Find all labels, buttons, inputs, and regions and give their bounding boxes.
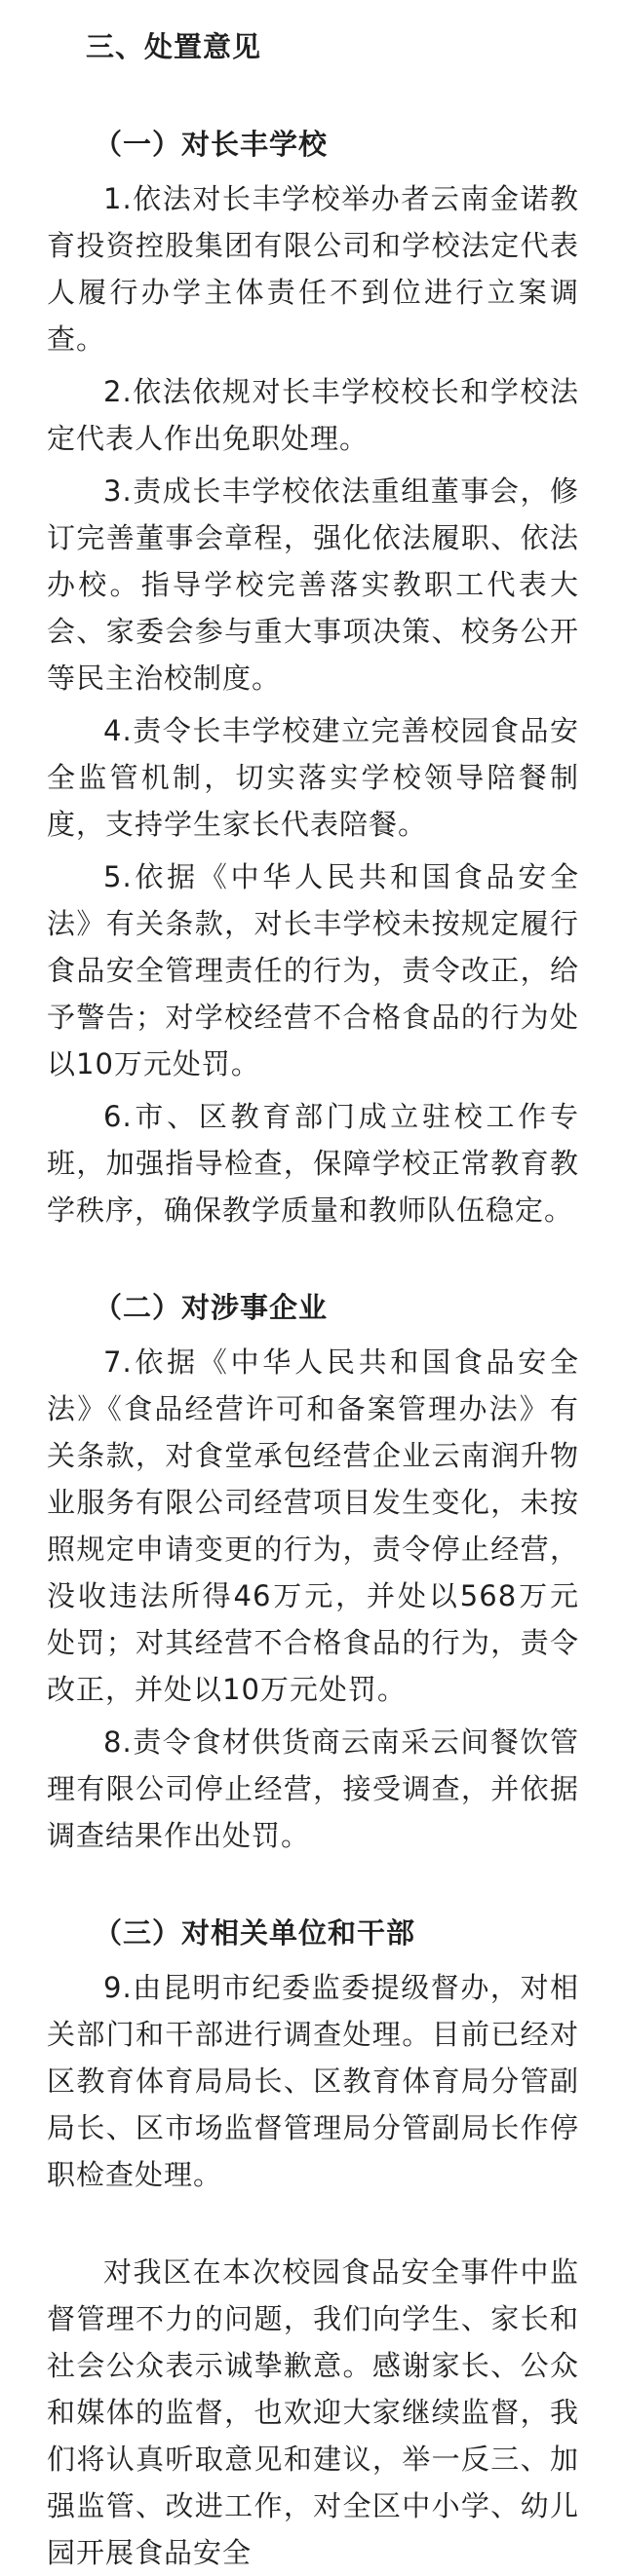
paragraph: 3.责成长丰学校依法重组董事会，修订完善董事会章程，强化依法履职、依法办校。指导学校完善落实教职工代表大会、家委会参与重大事项决策、校务公开等民主治校制度。	[47, 474, 579, 695]
closing-paragraph: 对我区在本次校园食品安全事件中监督管理不力的问题，我们向学生、家长和社会公众表示诚挚歉意。感谢家长、公众和媒体的监督，也欢迎大家继续监督，我们将认真听取意见和建议，举一反三、加强监管、改进工作，对全区中小学、幼儿园开展食品安全	[47, 2255, 579, 2569]
section-school	[47, 121, 579, 1233]
section-heading: （一）对长丰学校	[94, 128, 329, 161]
paragraph: 7.依据《中华人民共和国食品安全法》《食品经营许可和备案管理办法》有关条款，对食堂承包经营企业云南润升物业服务有限公司经营项目发生变化，未按照规定申请变更的行为，责令停止经营，没收违法所得46万元，并处以568万元处罚；对其经营不合格食品的行为，责令改正，并处以10万元处罚。	[47, 1345, 579, 1706]
section-enterprises	[47, 1284, 579, 1859]
section-officials	[47, 1910, 579, 2198]
paragraph: 6.市、区教育部门成立驻校工作专班，加强指导检查，保障学校正常教育教学秩序，确保教学质量和教师队伍稳定。	[47, 1100, 579, 1227]
paragraph: 4.责令长丰学校建立完善校园食品安全监管机制，切实落实学校领导陪餐制度，支持学生家长代表陪餐。	[47, 714, 579, 841]
paragraph: 8.责令食材供货商云南采云间餐饮管理有限公司停止经营，接受调查，并依据调查结果作出处罚。	[47, 1725, 579, 1852]
section-heading: （三）对相关单位和干部	[94, 1916, 416, 1950]
paragraph: 9.由昆明市纪委监委提级督办，对相关部门和干部进行调查处理。目前已经对区教育体育局局长、区教育体育局分管副局长、区市场监督管理局分管副局长作停职检查处理。	[47, 1971, 579, 2191]
paragraph: 2.依法依规对长丰学校校长和学校法定代表人作出免职处理。	[47, 375, 579, 455]
section-title: 三、处置意见	[86, 30, 262, 63]
section-heading: （二）对涉事企业	[94, 1291, 329, 1324]
paragraph: 1.依法对长丰学校举办者云南金诺教育投资控股集团有限公司和学校法定代表人履行办学主体责任不到位进行立案调查。	[47, 182, 579, 356]
paragraph: 5.依据《中华人民共和国食品安全法》有关条款，对长丰学校未按规定履行食品安全管理责任的行为，责令改正，给予警告；对学校经营不合格食品的行为处以10万元处罚。	[47, 860, 579, 1080]
